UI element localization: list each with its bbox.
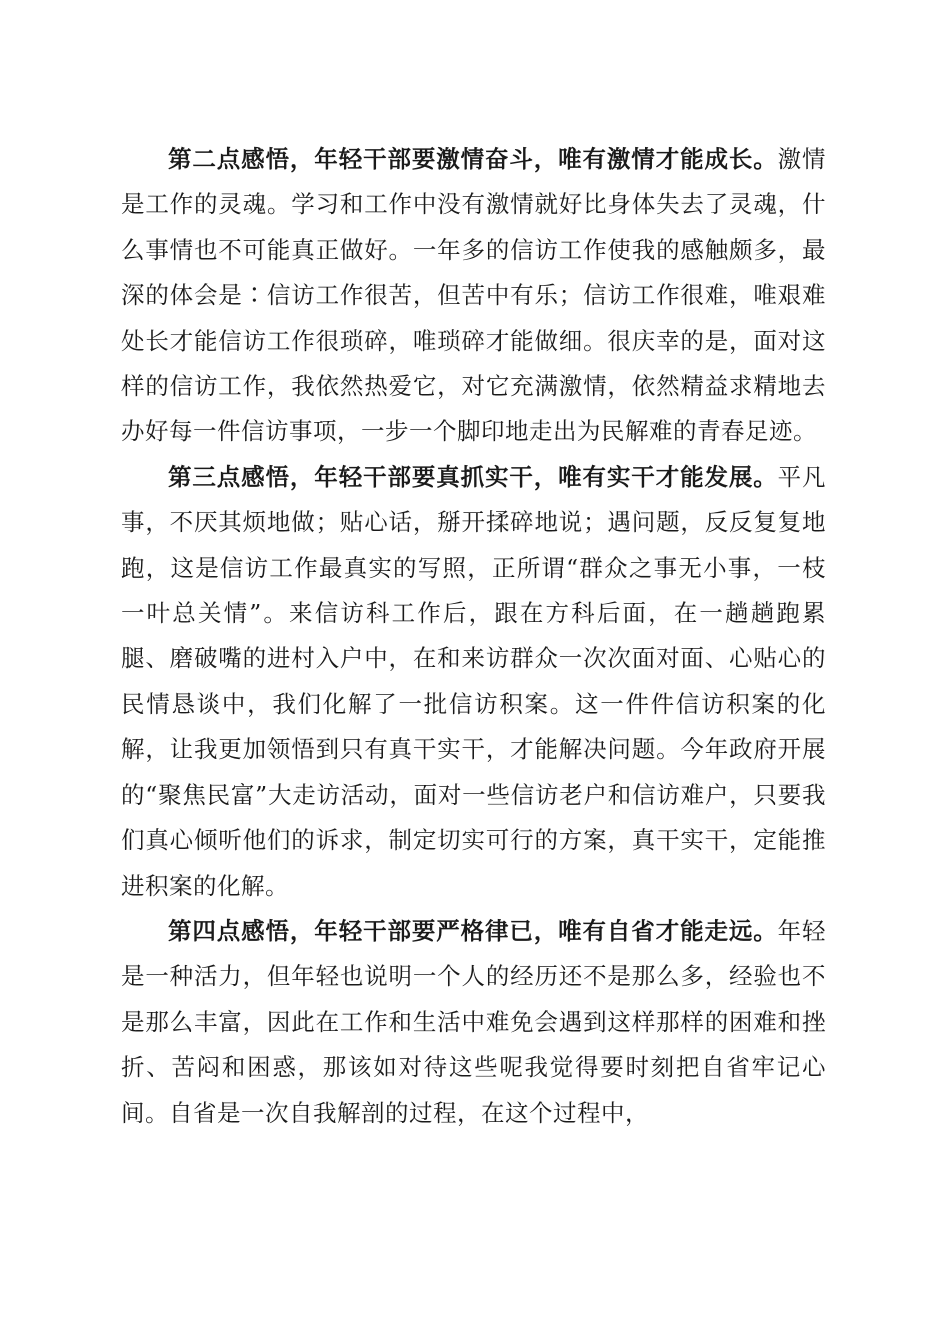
paragraph-text: 平凡事，不厌其烦地做；贴心话，掰开揉碎地说；遇问题，反反复复地跑，这是信访工作最真实的写照，正所谓“群众之事无小事，一枝一叶总关情”。来信访科工作后，跟在方科后面，在一趟趟跑累腿、磨破嘴的进村入户中，在和来访群众一次次面对面、心贴心的民情恳谈中，我们化解了一批信访积案。这一件件信访积案的化解，让我更加领悟到只有真干实干，才能解决问题。今年政府开展的“聚焦民富”大走访活动，面对一些信访老户和信访难户，只要我们真心倾听他们的诉求，制定切实可行的方案，真干实干，定能推进积案的化解。: [121, 462, 827, 900]
paragraph-text: 年轻是一种活力，但年轻也说明一个人的经历还不是那么多，经验也不是那么丰富，因此在工作和生活中难免会遇到这样那样的困难和挫折、苦闷和困惑，那该如对待这些呢我觉得要时刻把自省牢记心间。自省是一次自我解剖的过程，在这个过程中，: [121, 916, 827, 1127]
paragraph-text: 激情是工作的灵魂。学习和工作中没有激情就好比身体失去了灵魂，什么事情也不可能真正做好。一年多的信访工作使我的感触颇多，最深的体会是∶信访工作很苦，但苦中有乐；信访工作很难，唯艰难处长才能信访工作很琐碎，唯琐碎才能做细。很庆幸的是，面对这样的信访工作，我依然热爱它，对它充满激情，依然精益求精地去办好每一件信访事项，一步一个脚印地走出为民解难的青春足迹。: [121, 145, 827, 446]
paragraph-insight-2: [121, 137, 826, 455]
document-body: [121, 137, 826, 1136]
paragraph-insight-4: [121, 909, 826, 1136]
paragraph-heading: 第三点感悟，年轻干部要真抓实干，唯有实干才能发展。: [168, 462, 778, 491]
paragraph-insight-3: [121, 455, 826, 909]
paragraph-heading: 第二点感悟，年轻干部要激情奋斗，唯有激情才能成长。: [168, 145, 778, 173]
paragraph-heading: 第四点感悟，年轻干部要严格律已，唯有自省才能走远。: [168, 916, 778, 945]
